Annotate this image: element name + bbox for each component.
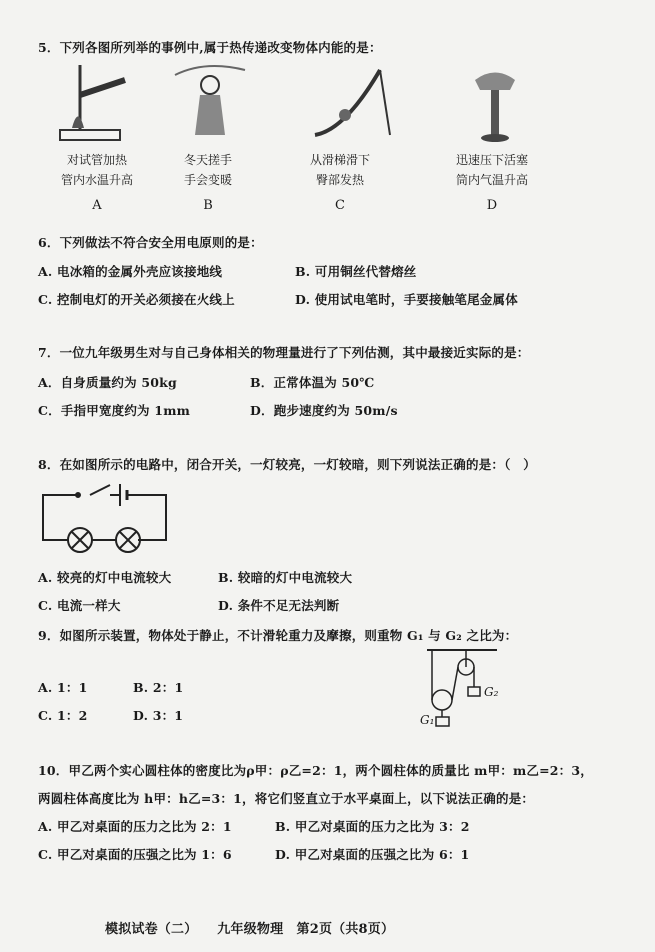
q5-caption-d-line1: 迅速压下活塞 (455, 153, 528, 167)
q5-question: 5．下列各图所列举的事例中,属于热传递改变物体内能的是： (38, 40, 382, 55)
q5-caption-d-line2: 筒内气温升高 (455, 173, 528, 187)
q9-question: 9．如图所示装置，物体处于静止，不计滑轮重力及摩擦，则重物 G₁ 与 G₂ 之比为： (38, 628, 518, 643)
q5-figure-b-rubbing-hands (165, 60, 255, 145)
q9-label-g2: G₂ (484, 685, 499, 699)
q5-caption-a-line2: 管内水温升高 (60, 173, 133, 187)
q8-circuit-diagram (38, 480, 173, 560)
q5-figure-c-slide (305, 60, 395, 145)
q6-option-d: D. 使用试电笔时，手要接触笔尾金属体 (295, 292, 518, 307)
q9-option-b: B. 2：1 (133, 680, 184, 695)
q7-option-b: B．正常体温为 50℃ (250, 375, 375, 390)
q5-caption-b-line2: 手会变暖 (183, 173, 232, 187)
q9-label-g1: G₁ (420, 713, 435, 727)
q5-caption-c-line2: 臀部发热 (315, 173, 364, 187)
q10-option-d: D. 甲乙对桌面的压强之比为 6：1 (275, 847, 470, 862)
q8-option-d: D. 条件不足无法判断 (218, 598, 340, 613)
q5-caption-a (37, 150, 157, 190)
q8-option-a: A. 较亮的灯中电流较大 (38, 570, 172, 585)
q9-option-a: A. 1：1 (38, 680, 88, 695)
q6-question: 6．下列做法不符合安全用电原则的是： (38, 235, 263, 250)
q5-caption-d (432, 150, 552, 190)
q5-caption-b (148, 150, 268, 190)
q5-caption-a-line1: 对试管加热 (66, 153, 127, 167)
q5-letter-d: D (486, 198, 498, 213)
q5-caption-c-line1: 从滑梯滑下 (309, 153, 370, 167)
q7-option-c: C．手指甲宽度约为 1mm (38, 403, 191, 418)
q6-option-b: B. 可用铜丝代替熔丝 (295, 264, 417, 279)
q10-option-b: B. 甲乙对桌面的压力之比为 3：2 (275, 819, 470, 834)
q6-option-c: C. 控制电灯的开关必须接在火线上 (38, 292, 235, 307)
q7-question: 7．一位九年级男生对与自己身体相关的物理量进行了下列估测，其中最接近实际的是： (38, 345, 530, 360)
q10-option-a: A. 甲乙对桌面的压力之比为 2：1 (38, 819, 232, 834)
q8-question: 8．在如图所示的电路中，闭合开关，一灯较亮，一灯较暗，则下列说法正确的是：（ ） (38, 457, 536, 472)
q6-option-a: A. 电冰箱的金属外壳应该接地线 (38, 264, 223, 279)
q10-option-c: C. 甲乙对桌面的压强之比为 1：6 (38, 847, 232, 862)
q10-question-line2: 两圆柱体高度比为 h甲：h乙=3：1，将它们竖直立于水平桌面上，以下说法正确的是： (38, 791, 535, 806)
q8-option-b: B. 较暗的灯中电流较大 (218, 570, 353, 585)
q5-caption-c (280, 150, 400, 190)
q9-option-c: C. 1：2 (38, 708, 88, 723)
q5-letter-b: B (203, 198, 213, 213)
q8-option-c: C. 电流一样大 (38, 598, 121, 613)
q5-caption-b-line1: 冬天搓手 (183, 153, 232, 167)
q5-figure-a-test-tube-heating (40, 60, 140, 145)
q7-option-d: D．跑步速度约为 50m/s (250, 403, 398, 418)
page-footer: 模拟试卷（二） 九年级物理 第2页（共8页） (105, 922, 395, 937)
q5-figure-d-piston-pump (465, 60, 525, 145)
q7-option-a: A．自身质量约为 50kg (38, 375, 177, 390)
q5-letter-a: A (92, 198, 102, 213)
q5-letter-c: C (335, 198, 345, 213)
q10-question-line1: 10．甲乙两个实心圆柱体的密度比为ρ甲：ρ乙=2：1，两个圆柱体的质量比 m甲：m乙=2：3， (38, 763, 593, 778)
q9-option-d: D. 3：1 (133, 708, 184, 723)
